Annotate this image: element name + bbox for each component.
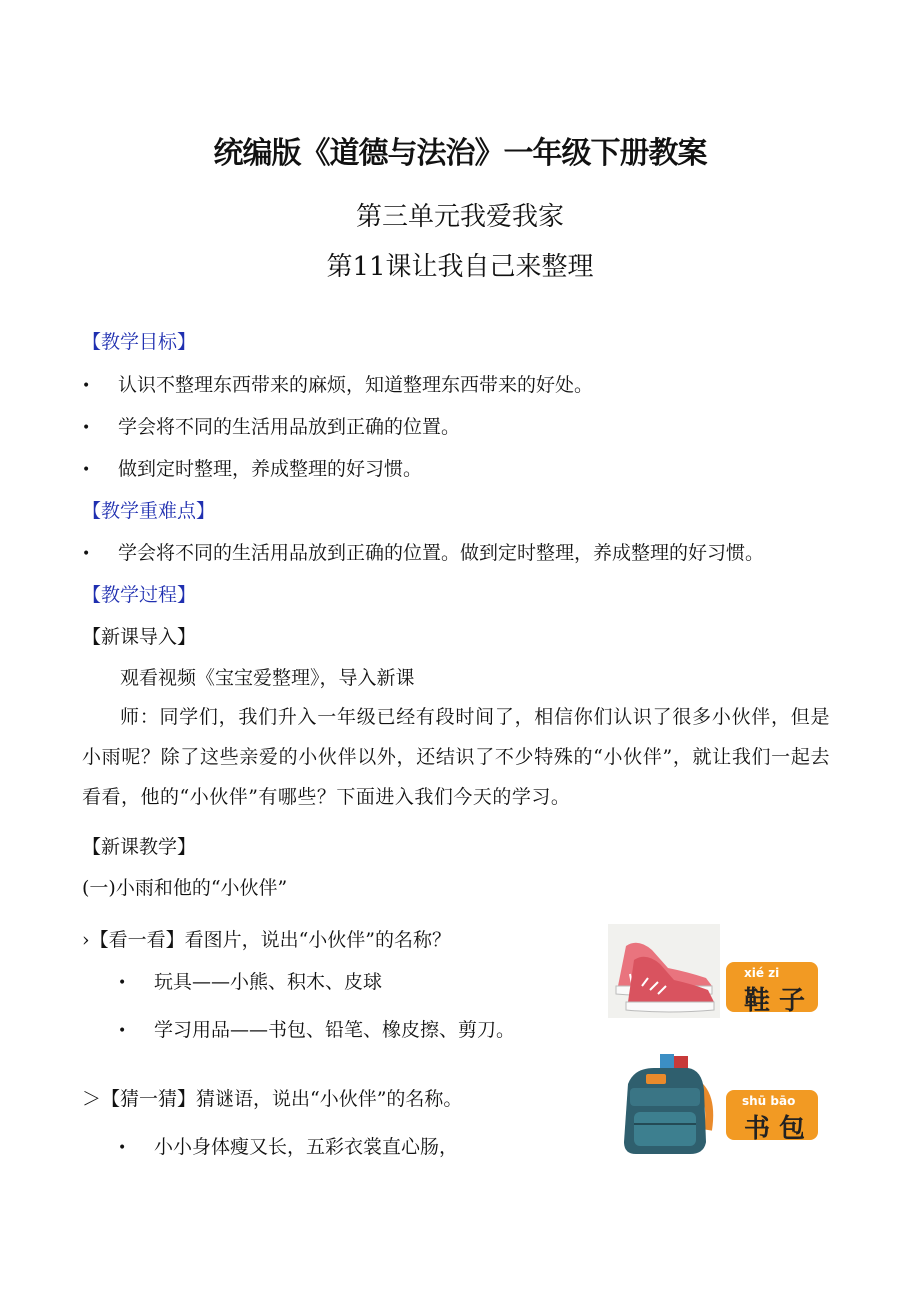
section-heading: (一)小雨和他的“小伙伴” xyxy=(82,877,288,899)
bullet-icon: • xyxy=(118,1023,127,1039)
backpack-icon xyxy=(610,1050,720,1160)
document-title: 统编版《道德与法治》一年级下册教案 xyxy=(213,136,707,171)
objective-item: • 认识不整理东西带来的麻烦，知道整理东西带来的好处。 xyxy=(82,374,594,396)
bullet-icon: • xyxy=(118,975,127,991)
bullet-icon: • xyxy=(82,462,91,478)
keypoints-heading: 【教学重难点】 xyxy=(82,500,216,522)
new-lesson-heading: 【新课教学】 xyxy=(82,836,197,858)
bullet-icon: • xyxy=(118,1140,127,1156)
lesson-title: 第11课让我自己来整理 xyxy=(326,252,594,282)
backpack-hanzi: 书 包 xyxy=(744,1114,806,1144)
objective-item: • 做到定时整理，养成整理的好习惯。 xyxy=(82,458,423,480)
look-item: • 学习用品——书包、铅笔、橡皮擦、剪刀。 xyxy=(118,1019,516,1041)
teacher-paragraph: 师：同学们，我们升入一年级已经有段时间了，相信你们认识了很多小伙伴，但是小雨呢？除了这些亲爱的小伙伴以外，还结识了不少特殊的“小伙伴”，就让我们一起去看看，他的“小伙伴”有哪些？下面进入我们今天的学习。 xyxy=(82,706,830,808)
shoes-pinyin: xié zi xyxy=(744,966,780,980)
backpack-pinyin: shū bāo xyxy=(742,1094,796,1108)
unit-title: 第三单元我爱我家 xyxy=(355,202,564,232)
intro-line: 观看视频《宝宝爱整理》，导入新课 xyxy=(120,667,415,689)
bullet-icon: • xyxy=(82,420,91,436)
guess-item: • 小小身体瘦又长，五彩衣裳直心肠， xyxy=(118,1136,459,1158)
look-prompt: ›【看一看】看图片，说出“小伙伴”的名称？ xyxy=(82,929,452,951)
objective-item: • 学会将不同的生活用品放到正确的位置。 xyxy=(82,416,461,438)
keypoint-item: • 学会将不同的生活用品放到正确的位置。做到定时整理，养成整理的好习惯。 xyxy=(82,542,765,564)
shoes-hanzi: 鞋 子 xyxy=(744,986,806,1016)
bullet-icon: • xyxy=(82,378,91,394)
objectives-heading: 【教学目标】 xyxy=(82,331,197,353)
intro-heading: 【新课导入】 xyxy=(82,626,197,648)
look-item: • 玩具——小熊、积木、皮球 xyxy=(118,971,383,993)
guess-prompt: ＞【猜一猜】猜谜语，说出“小伙伴”的名称。 xyxy=(82,1088,463,1110)
process-heading: 【教学过程】 xyxy=(82,584,197,606)
sneaker-icon xyxy=(608,924,720,1018)
bullet-icon: • xyxy=(82,546,91,562)
